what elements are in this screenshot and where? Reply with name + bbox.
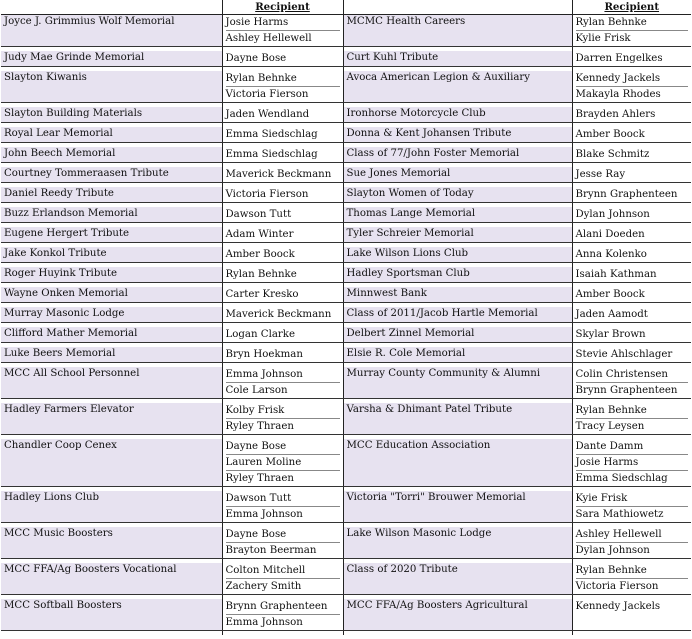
recipient-name: Carter Kresko (225, 289, 299, 300)
recipient-cell-left (222, 207, 343, 223)
scholarship-name-right: Curt Kuhl Tribute (343, 51, 572, 67)
scholarship-name-left: Slayton Kiwanis (1, 71, 222, 103)
recipient-cell-right (572, 71, 691, 103)
recipient-name: Jaden Wendland (225, 109, 310, 120)
recipient-cell-left (222, 327, 343, 343)
scholarship-name-right: Sue Jones Memorial (343, 167, 572, 183)
recipient-name: Kennedy Jackels (576, 71, 689, 87)
table-row (1, 527, 691, 559)
scholarship-name-left: Buzz Erlandson Memorial (1, 207, 222, 223)
recipient-name: Sara Mathiowetz (575, 509, 664, 520)
scholarship-name-right: Lake Wilson Masonic Lodge (343, 527, 572, 559)
table-row (1, 327, 691, 343)
recipient-name: Zachery Smith (225, 581, 302, 592)
spacer-cell (222, 631, 343, 636)
table-row (1, 127, 691, 143)
scholarship-table-body (1, 0, 691, 635)
table-header-row (1, 0, 691, 15)
recipient-cell-left (222, 107, 343, 123)
recipient-name: Rylan Behnke (576, 563, 689, 579)
recipient-name: Rylan Behnke (226, 71, 340, 87)
scholarship-name-right: Avoca American Legion & Auxiliary (343, 71, 572, 103)
scholarship-name-right: Thomas Lange Memorial (343, 207, 572, 223)
recipient-name: Darren Engelkes (575, 53, 663, 64)
table-row (1, 147, 691, 163)
recipient-name: Emma Johnson (225, 509, 303, 520)
recipient-cell-right (572, 167, 691, 183)
recipient-cell-right (572, 307, 691, 323)
table-row (1, 287, 691, 303)
table-row (1, 347, 691, 363)
recipient-name: Rylan Behnke (576, 403, 689, 419)
recipient-name: Colin Christensen (576, 367, 689, 383)
recipient-cell-left (222, 71, 343, 103)
recipient-name: Dylan Johnson (575, 209, 650, 220)
recipient-cell-right (572, 207, 691, 223)
recipient-cell-left (222, 127, 343, 143)
recipient-cell-left (222, 227, 343, 243)
scholarship-name-left: Courtney Tommeraasen Tribute (1, 167, 222, 183)
recipient-name: Blake Schmitz (575, 149, 650, 160)
recipient-name: Ryley Thraen (225, 473, 294, 484)
recipient-name: Brynn Graphenteen (226, 599, 340, 615)
table-row (1, 71, 691, 103)
scholarship-name-left: Luke Beers Memorial (1, 347, 222, 363)
recipient-name: Jaden Aamodt (575, 309, 648, 320)
recipient-cell-left (222, 599, 343, 631)
table-row (1, 307, 691, 323)
table-row (1, 51, 691, 67)
scholarship-name-left: Joyce J. Grimmius Wolf Memorial (1, 15, 222, 47)
table-row (1, 107, 691, 123)
recipient-cell-left (222, 267, 343, 283)
scholarship-name-left: Hadley Lions Club (1, 491, 222, 523)
recipient-name: Lauren Moline (226, 455, 340, 471)
recipient-name: Skylar Brown (575, 329, 646, 340)
recipient-name: Rylan Behnke (225, 269, 297, 280)
recipient-cell-right (572, 439, 691, 487)
recipient-name: Dayne Bose (225, 53, 287, 64)
recipient-name: Brynn Graphenteen (575, 385, 678, 396)
recipient-name: Colton Mitchell (226, 563, 340, 579)
scholarship-name-left: Jake Konkol Tribute (1, 247, 222, 263)
recipient-cell-left (222, 51, 343, 67)
recipient-cell-right (572, 563, 691, 595)
recipient-name: Logan Clarke (225, 329, 295, 340)
recipient-cell-right (572, 107, 691, 123)
recipient-cell-left (222, 167, 343, 183)
recipient-name: Emma Siedschlag (225, 129, 318, 140)
scholarship-name-left: Judy Mae Grinde Memorial (1, 51, 222, 67)
scholarship-name-left: Hadley Farmers Elevator (1, 403, 222, 435)
scholarship-name-left: Roger Huyink Tribute (1, 267, 222, 283)
scholarship-name-left: MCC FFA/Ag Boosters Vocational (1, 563, 222, 595)
recipient-name: Tracy Leysen (575, 421, 645, 432)
recipient-name: Victoria Fierson (575, 581, 659, 592)
scholarship-name-right: Minnwest Bank (343, 287, 572, 303)
recipient-cell-right (572, 491, 691, 523)
recipient-name: Dawson Tutt (225, 209, 292, 220)
recipient-name: Maverick Beckmann (225, 309, 332, 320)
scholarship-name-left: MCC Music Boosters (1, 527, 222, 559)
recipient-name: Emma Siedschlag (575, 473, 668, 484)
header-blank-right (343, 0, 572, 15)
recipient-name: Josie Harms (576, 455, 689, 471)
scholarship-name-right: Victoria "Torri" Brouwer Memorial (343, 491, 572, 523)
recipient-cell-right (572, 267, 691, 283)
recipient-name: Cole Larson (225, 385, 288, 396)
table-row (1, 599, 691, 631)
recipient-cell-right (572, 15, 691, 47)
recipient-cell-left (222, 187, 343, 203)
recipient-name: Stevie Ahlschlager (575, 349, 673, 360)
scholarship-name-right: Hadley Sportsman Club (343, 267, 572, 283)
recipient-name: Maverick Beckmann (225, 169, 332, 180)
table-row (1, 491, 691, 523)
recipient-cell-right (572, 327, 691, 343)
recipient-name: Ryley Thraen (225, 421, 294, 432)
recipient-cell-right (572, 147, 691, 163)
table-row (1, 207, 691, 223)
recipient-cell-right (572, 227, 691, 243)
scholarship-name-right: MCC FFA/Ag Boosters Agricultural (343, 599, 572, 631)
recipient-name: Ashley Hellewell (576, 527, 689, 543)
recipient-name: Alani Doeden (575, 229, 645, 240)
recipient-name: Amber Boock (575, 289, 645, 300)
recipient-name: Dylan Johnson (575, 545, 650, 556)
scholarship-name-left: MCC All School Personnel (1, 367, 222, 399)
scholarship-name-left: Clifford Mather Memorial (1, 327, 222, 343)
recipient-cell-left (222, 347, 343, 363)
scholarship-name-right: MCC Education Association (343, 439, 572, 487)
scholarship-name-right: Lake Wilson Lions Club (343, 247, 572, 263)
recipient-name: Ashley Hellewell (225, 33, 312, 44)
recipient-cell-left (222, 367, 343, 399)
scholarship-name-left: Wayne Onken Memorial (1, 287, 222, 303)
scholarship-name-left: Chandler Coop Cenex (1, 439, 222, 487)
table-row (1, 167, 691, 183)
scholarship-name-right: Class of 2011/Jacob Hartle Memorial (343, 307, 572, 323)
recipient-name: Kennedy Jackels (575, 601, 661, 612)
recipient-cell-right (572, 347, 691, 363)
scholarship-name-right: Elsie R. Cole Memorial (343, 347, 572, 363)
recipient-name: Jesse Ray (575, 169, 626, 180)
recipient-cell-left (222, 307, 343, 323)
recipient-cell-right (572, 247, 691, 263)
recipient-name: Emma Johnson (225, 617, 303, 628)
table-row (1, 403, 691, 435)
recipient-name: Victoria Fierson (225, 189, 309, 200)
recipient-cell-left (222, 491, 343, 523)
recipient-name: Bryn Hoekman (225, 349, 303, 360)
recipient-cell-left (222, 15, 343, 47)
recipient-name: Emma Johnson (226, 367, 340, 383)
recipient-cell-right (572, 51, 691, 67)
scholarship-table (1, 0, 691, 635)
spacer-cell (572, 631, 691, 636)
recipient-name: Kylie Frisk (575, 33, 631, 44)
scholarship-name-right: MCMC Health Careers (343, 15, 572, 47)
recipient-cell-right (572, 287, 691, 303)
recipient-name: Makayla Rhodes (575, 89, 661, 100)
recipient-name: Adam Winter (225, 229, 294, 240)
scholarship-name-right: Tyler Schreier Memorial (343, 227, 572, 243)
scholarship-name-left: MCC Softball Boosters (1, 599, 222, 631)
header-blank-left (1, 0, 222, 15)
recipient-name: Rylan Behnke (576, 15, 689, 31)
recipient-cell-right (572, 367, 691, 399)
scholarship-name-right: Varsha & Dhimant Patel Tribute (343, 403, 572, 435)
scholarship-name-left: Royal Lear Memorial (1, 127, 222, 143)
recipient-name: Dayne Bose (226, 439, 340, 455)
recipient-cell-left (222, 287, 343, 303)
recipient-name: Brynn Graphenteen (575, 189, 678, 200)
scholarship-name-left: Murray Masonic Lodge (1, 307, 222, 323)
spacer-cell (343, 631, 572, 636)
header-recipient-left: Recipient (222, 0, 343, 15)
recipient-cell-right (572, 527, 691, 559)
recipient-name: Victoria Fierson (225, 89, 309, 100)
scholarship-name-right: Class of 2020 Tribute (343, 563, 572, 595)
recipient-name: Josie Harms (226, 15, 340, 31)
recipient-cell-left (222, 439, 343, 487)
recipient-name: Brayden Ahlers (575, 109, 656, 120)
scholarship-name-right: Class of 77/John Foster Memorial (343, 147, 572, 163)
recipient-name: Kolby Frisk (226, 403, 340, 419)
recipient-name: Dawson Tutt (226, 491, 340, 507)
scholarship-name-right: Delbert Zinnel Memorial (343, 327, 572, 343)
scholarship-name-right: Slayton Women of Today (343, 187, 572, 203)
table-row (1, 247, 691, 263)
scholarship-name-left: Eugene Hergert Tribute (1, 227, 222, 243)
scholarship-name-right: Murray County Community & Alumni (343, 367, 572, 399)
table-row (1, 187, 691, 203)
recipient-name: Anna Kolenko (575, 249, 647, 260)
recipient-cell-left (222, 147, 343, 163)
recipient-cell-left (222, 403, 343, 435)
scholarship-name-left: Slayton Building Materials (1, 107, 222, 123)
row-spacer (1, 631, 691, 636)
table-row (1, 563, 691, 595)
recipient-name: Amber Boock (225, 249, 295, 260)
recipient-name: Isaiah Kathman (575, 269, 657, 280)
scholarship-name-left: Daniel Reedy Tribute (1, 187, 222, 203)
spacer-cell (1, 631, 222, 636)
scholarship-name-right: Ironhorse Motorcycle Club (343, 107, 572, 123)
recipient-cell-left (222, 563, 343, 595)
table-row (1, 439, 691, 487)
table-row (1, 267, 691, 283)
scholarship-name-left: John Beech Memorial (1, 147, 222, 163)
recipient-name: Amber Boock (575, 129, 645, 140)
scholarship-name-right: Donna & Kent Johansen Tribute (343, 127, 572, 143)
recipient-name: Dayne Bose (226, 527, 340, 543)
recipient-cell-left (222, 527, 343, 559)
table-row (1, 15, 691, 47)
recipient-cell-right (572, 599, 691, 631)
recipient-name: Emma Siedschlag (225, 149, 318, 160)
recipient-name: Brayton Beerman (225, 545, 317, 556)
recipient-cell-right (572, 403, 691, 435)
recipient-name: Kyie Frisk (576, 491, 689, 507)
recipient-cell-right (572, 127, 691, 143)
recipient-cell-left (222, 247, 343, 263)
table-row (1, 227, 691, 243)
table-row (1, 367, 691, 399)
recipient-name: Dante Damm (576, 439, 689, 455)
recipient-cell-right (572, 187, 691, 203)
header-recipient-right: Recipient (572, 0, 691, 15)
